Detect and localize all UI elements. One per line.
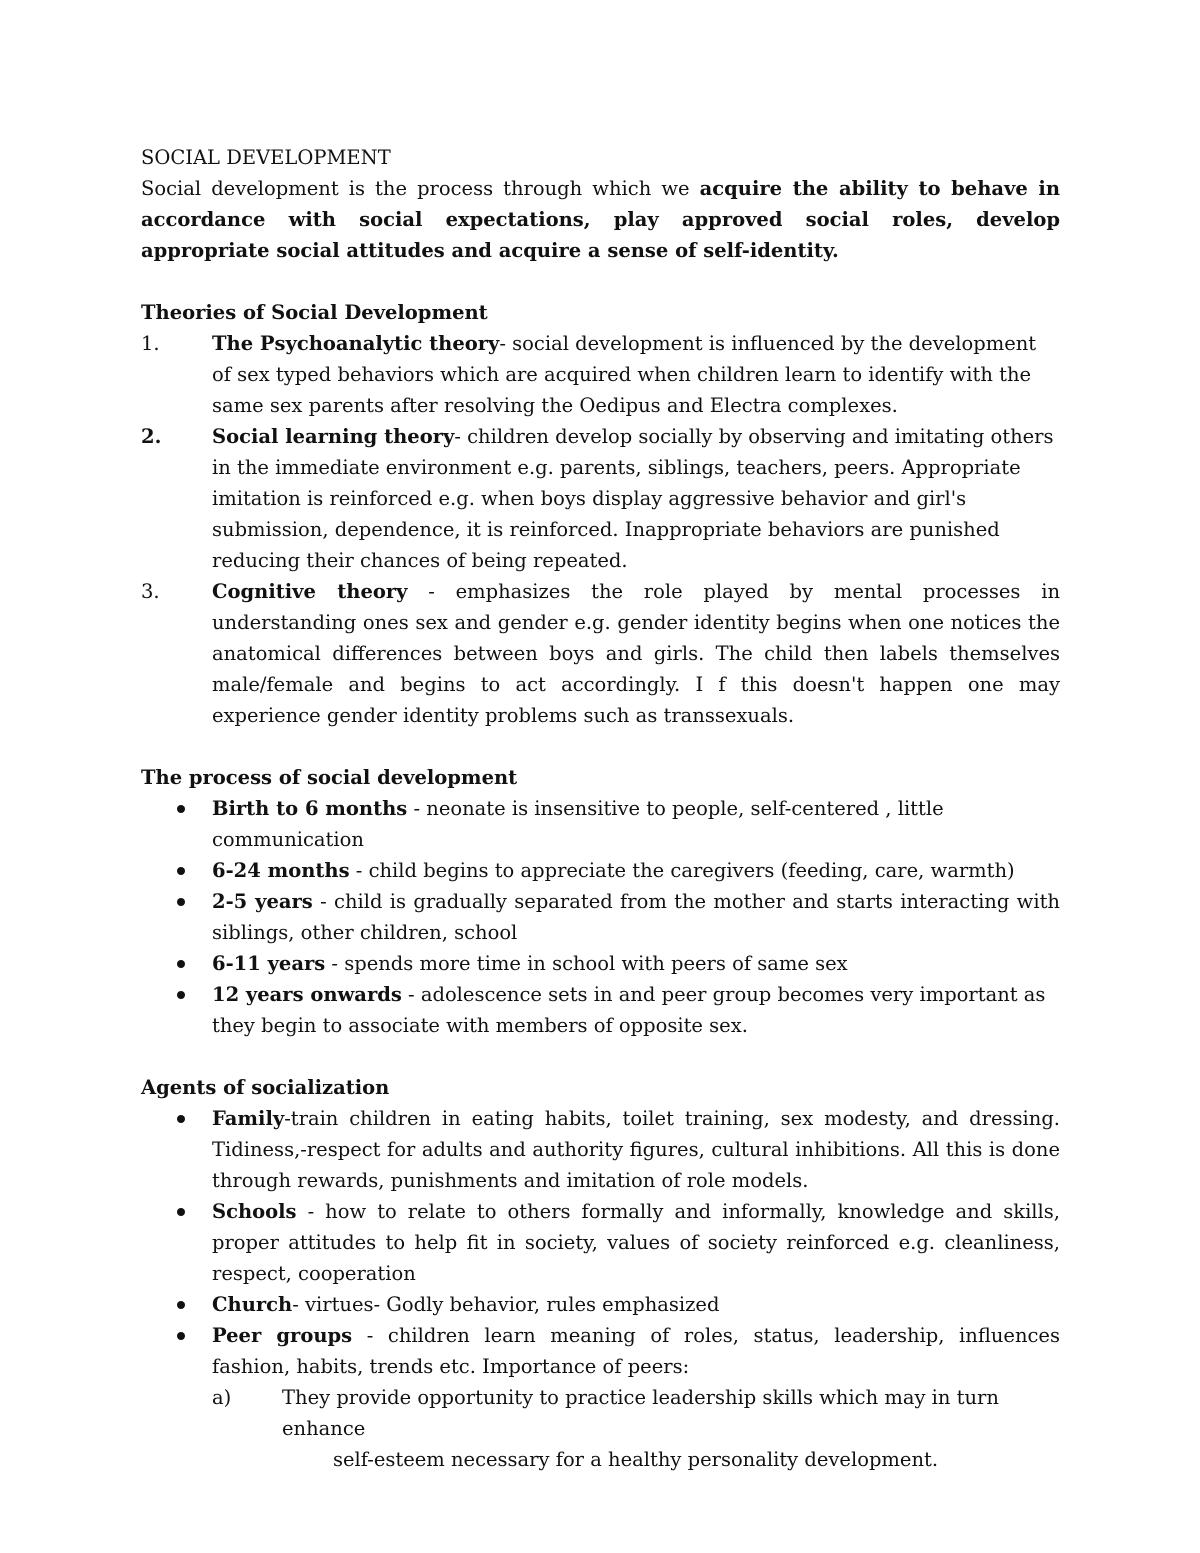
agent-text: -train children in eating habits, toilet training, sex modesty, and dressing. Tidiness,-respect for adults and authority figures, cultural inhibitions. All this is done through rewards, punishments and imitation of role models. [212, 1107, 1060, 1192]
bullet-icon [177, 1301, 185, 1309]
intro-plain-text: Social development is the process through which we [141, 177, 700, 200]
process-heading [141, 762, 1060, 793]
process-list-item [141, 793, 1060, 855]
bullet-icon [177, 1332, 185, 1340]
theory-term: Cognitive theory [212, 580, 408, 603]
intro-bold-text: acquire the ability to behave in accordance with social expectations, play approved social roles, develop appropriate social attitudes and acquire a sense of self-identity. [141, 177, 1061, 262]
agent-text: - how to relate to others formally and informally, knowledge and skills, proper attitudes to help fit in society, values of society reinforced e.g. cleanliness, respect, cooperation [212, 1200, 1060, 1285]
agent-text: - virtues- Godly behavior, rules emphasized [292, 1293, 720, 1316]
process-heading-text: The process of social development [141, 766, 518, 789]
theory-term: Social learning theory [212, 425, 455, 448]
process-term: 2-5 years [212, 890, 313, 913]
theories-heading-text: Theories of Social Development [141, 301, 488, 324]
agents-heading-text: Agents of socialization [141, 1076, 390, 1099]
process-text: - adolescence sets in and peer group becomes very important as they begin to associate with members of opposite sex. [212, 983, 1046, 1037]
process-text: - neonate is insensitive to people, self-centered , little communication [212, 797, 944, 851]
agent-list-item [141, 1196, 1060, 1289]
theory-number: 3. [141, 580, 160, 603]
theory-text: - children develop socially by observing and imitating others in the immediate environment e.g. parents, siblings, teachers, peers. Appropriate imitation is reinforced e.g. when boys display aggressive behavior and girl's submission, dependence, it is reinforced. Inappropriate behaviors are punished reducing their chances of being repeated. [212, 425, 1054, 572]
process-text: - child begins to appreciate the caregivers (feeding, care, warmth) [349, 859, 1015, 882]
theory-term: The Psychoanalytic theory [212, 332, 500, 355]
process-text: - spends more time in school with peers of same sex [325, 952, 848, 975]
peer-importance-item [141, 1382, 1060, 1475]
agent-list-item [141, 1289, 1060, 1320]
agent-term: Peer groups [212, 1324, 353, 1347]
theory-number: 1. [141, 332, 160, 355]
document-page [141, 142, 1060, 1475]
theory-number: 2. [141, 425, 162, 448]
theory-item [141, 328, 1060, 421]
bullet-icon [177, 991, 185, 999]
process-term: Birth to 6 months [212, 797, 408, 820]
bullet-icon [177, 1208, 185, 1216]
bullet-icon [177, 960, 185, 968]
agent-term: Family [212, 1107, 285, 1130]
theory-text: - social development is influenced by the development of sex typed behaviors which are acquired when children learn to identify with the same sex parents after resolving the Oedipus and Electra complexes. [212, 332, 1037, 417]
sub-item-line-2: self-esteem necessary for a healthy personality development. [332, 1448, 939, 1471]
agent-term: Schools [212, 1200, 297, 1223]
document-title: SOCIAL DEVELOPMENT [141, 146, 391, 169]
sub-item-marker: a) [212, 1386, 232, 1409]
bullet-icon [177, 867, 185, 875]
process-list-item [141, 979, 1060, 1041]
process-list-item [141, 886, 1060, 948]
agent-list-item [141, 1320, 1060, 1382]
theory-text: - emphasizes the role played by mental processes in understanding ones sex and gender e.g. gender identity begins when one notices the anatomical differences between boys and girls. The child then labels themselves male/female and begins to act accordingly. I f this doesn't happen one may experience gender identity problems such as transsexuals. [212, 580, 1061, 727]
sub-item-line-1: They provide opportunity to practice leadership skills which may in turn enhance [282, 1386, 999, 1440]
agent-text: - children learn meaning of roles, status, leadership, influences fashion, habits, trends etc. Importance of peers: [212, 1324, 1060, 1378]
bullet-icon [177, 805, 185, 813]
process-list-item [141, 948, 1060, 979]
process-text: - child is gradually separated from the mother and starts interacting with siblings, other children, school [212, 890, 1060, 944]
theory-item [141, 576, 1060, 731]
theories-heading [141, 297, 1060, 328]
bullet-icon [177, 1115, 185, 1123]
process-term: 6-11 years [212, 952, 326, 975]
intro-paragraph [141, 173, 1060, 266]
theory-item [141, 421, 1060, 576]
process-term: 6-24 months [212, 859, 350, 882]
agent-term: Church [212, 1293, 293, 1316]
agent-list-item [141, 1103, 1060, 1196]
process-term: 12 years onwards [212, 983, 402, 1006]
process-list-item [141, 855, 1060, 886]
agents-heading [141, 1072, 1060, 1103]
bullet-icon [177, 898, 185, 906]
